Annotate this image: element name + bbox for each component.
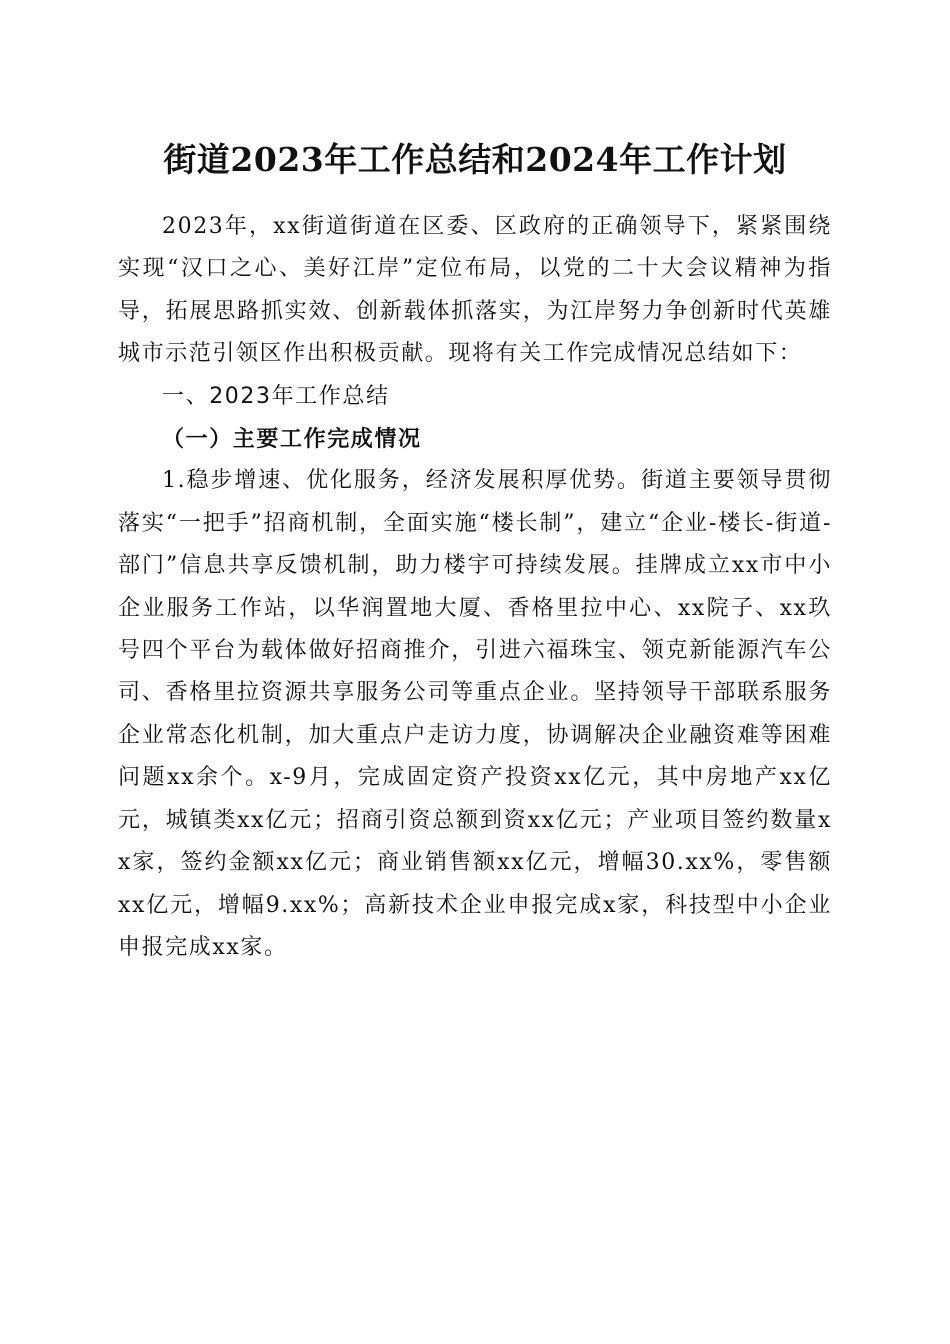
subsection-heading: （一）主要工作完成情况 xyxy=(162,426,422,453)
intro-paragraph: 2023年，xx街道街道在区委、区政府的正确领导下，紧紧围绕实现“汉口之心、美好江岸”定位布局，以党的二十大会议精神为指导，拓展思路抓实效、创新载体抓落实，为江岸努力争创新时代英雄城市示范引领区作出积极贡献。现将有关工作完成情况总结如下： xyxy=(118,214,832,367)
section-heading: 一、2023年工作总结 xyxy=(162,383,390,409)
document-body xyxy=(118,206,832,969)
document-title: 街道2023年工作总结和2024年工作计划 xyxy=(163,140,787,179)
item-paragraph: 1.稳步增速、优化服务，经济发展积厚优势。街道主要领导贯彻落实“一把手”招商机制，全面实施“楼长制”，建立“企业-楼长-街道-部门”信息共享反馈机制，助力楼宇可持续发展。挂牌成立xx市中小企业服务工作站，以华润置地大厦、香格里拉中心、xx院子、xx玖号四个平台为载体做好招商推介，引进六福珠宝、领克新能源汽车公司、香格里拉资源共享服务公司等重点企业。坚持领导干部联系服务企业常态化机制，加大重点户走访力度，协调解决企业融资难等困难问题xx余个。x-9月，完成固定资产投资xx亿元，其中房地产xx亿元，城镇类xx亿元；招商引资总额到资xx亿元；产业项目签约数量xx家，签约金额xx亿元；商业销售额xx亿元，增幅30.xx%，零售额xx亿元，增幅9.xx%；高新技术企业申报完成x家，科技型中小企业申报完成xx家。 xyxy=(118,468,832,960)
